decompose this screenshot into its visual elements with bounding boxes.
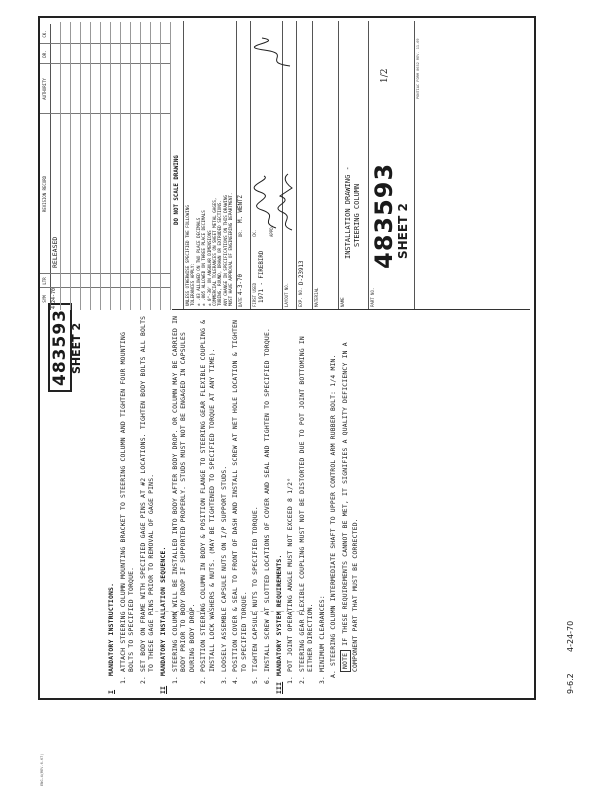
item-text: POT JOINT OPERATING ANGLE MUST NOT EXCEED 8 1/2° xyxy=(286,477,295,672)
section-3-heading xyxy=(275,314,284,694)
rev-header-record: REVISION RECORD xyxy=(40,113,51,274)
section-2-item xyxy=(171,314,197,694)
item-number: 2. xyxy=(199,675,208,684)
section-2-item xyxy=(220,314,229,694)
note-label: NOTE xyxy=(340,650,351,672)
item-text: STEERING GEAR FLEXIBLE COUPLING MUST NOT BE DISTORTED DUE TO POT JOINT BOTTOMING IN EITHER DIRECTION. xyxy=(297,336,315,672)
item-text: LOOSELY ASSEMBLE CAPSULE NUTS ON I/P SUPPORT STUDS. xyxy=(219,465,228,672)
item-text: STEERING COLUMN INTERMEDIATE SHAFT TO UPPER CONTROL ARM RUBBER BOLT: 1/4 MIN. xyxy=(329,354,338,666)
item-text: ATTACH STEERING COLUMN MOUNTING BRACKET TO STEERING COLUMN AND TIGHTEN FOUR MOUNTING BOLTS TO SPECIFIED TORQUE. xyxy=(118,332,136,672)
item-number: 5. xyxy=(251,675,260,684)
rev-row-line xyxy=(80,22,81,310)
tb-divider xyxy=(338,21,339,309)
rev-row-line xyxy=(130,22,131,310)
rev-row-line xyxy=(170,22,171,310)
exp-value: D-23913 xyxy=(299,260,305,285)
layout-label: LAYOUT NO. xyxy=(284,282,289,307)
signature-appd xyxy=(272,172,302,232)
first-used-value: 1971 - FIREBIRD xyxy=(259,250,265,303)
item-number: 3. xyxy=(317,675,326,684)
section-2-heading xyxy=(159,314,168,694)
printed-form-code: PONTIAC FORM 8652 REV. 11-69 xyxy=(416,38,420,99)
tolerance-line: ± .005 ALLOWED ON THREE PLACE DECIMALS xyxy=(201,210,207,306)
tolerance-line: ± 0°-30' ON ANGULAR DIMENSIONS xyxy=(206,230,212,306)
section-1-heading xyxy=(107,314,116,694)
tb-divider xyxy=(312,21,313,309)
section-2-numeral: II xyxy=(158,685,167,694)
tolerance-notes xyxy=(185,193,234,306)
tb-divider xyxy=(183,21,184,309)
item-number: 1. xyxy=(170,675,179,684)
material-label: MATERIAL xyxy=(314,287,319,307)
rev-row-line xyxy=(100,22,101,310)
margin-date: 4-24-70 xyxy=(566,620,575,652)
ck-label: CK. xyxy=(252,229,257,237)
section-1-title: MANDATORY INSTRUCTIONS. xyxy=(107,582,115,676)
rev-row-line xyxy=(110,22,111,310)
do-not-scale: DO NOT SCALE DRAWING xyxy=(174,155,180,225)
item-number: 2. xyxy=(138,675,147,684)
name-line-2: STEERING COLUMN xyxy=(353,183,361,247)
tolerance-line: COMMERCIAL TOLERANCES ON SHEET METAL GAGES, xyxy=(212,197,218,306)
rev-header-sym: SYM xyxy=(40,287,51,310)
tolerance-line: UNLESS OTHERWISE SPECIFIED THE FOLLOWING xyxy=(185,205,190,306)
section-2-item xyxy=(231,314,248,694)
form-code: ENG-4(REV.6-67) xyxy=(40,753,44,786)
part-no-label: PART NO. xyxy=(370,287,375,307)
dr-value: M. WENTZ xyxy=(238,195,244,223)
section-3-item xyxy=(318,314,327,694)
tolerance-line: TOLERANCES APPLY: xyxy=(190,263,196,306)
rev-row-line xyxy=(160,22,161,310)
rev-row-line xyxy=(120,22,121,310)
date-value: 4-3-70 xyxy=(238,274,244,295)
margin-code: 9-6.2 xyxy=(566,673,575,694)
first-used-label: FIRST USED xyxy=(252,282,257,307)
item-number: 1. xyxy=(286,675,295,684)
rev-header-dr: DR. xyxy=(40,43,51,64)
rev-date: 4-24-70 xyxy=(51,287,57,309)
dr-label: DR. xyxy=(238,229,243,237)
note-paragraph xyxy=(340,314,359,694)
section-3-item xyxy=(298,314,315,694)
section-2-item xyxy=(251,314,260,694)
tolerance-line: ± .03 ALLOWED ON TWO PLACE DECIMALS xyxy=(195,217,201,306)
item-text: INSTALL SCREW AT SLOTTED LOCATIONS OF COVER AND SEAL AND TIGHTEN TO SPECIFIED TORQUE. xyxy=(262,327,271,672)
part-number-stamp: 483593 xyxy=(48,303,72,392)
part-number: 483593 xyxy=(370,162,398,269)
sheet-number: SHEET 2 xyxy=(396,203,410,259)
rev-row-line xyxy=(90,22,91,310)
tb-divider xyxy=(236,21,237,309)
section-3-title: MANDATORY SYSTEM REQUIREMENTS. xyxy=(274,554,283,676)
instructions-block xyxy=(104,314,530,694)
name-line-1: INSTALLATION DRAWING - xyxy=(344,166,352,259)
title-block xyxy=(172,21,530,310)
item-number: 6. xyxy=(262,675,271,684)
rev-header-authority: AUTHORITY xyxy=(40,63,51,114)
item-text: SET BODY ON FRAME WITH SPECIFIED GAGE PINS AT #2 LOCATIONS. TIGHTEN BODY BOLTS ALL BOLTS TO THESE GAGE PINS PRIOR TO REMOVAL OF GAGE PINS. xyxy=(138,315,156,672)
rev-row-line xyxy=(60,22,61,310)
tolerance-line: ANY CHANGE IN SPECIFICATIONS ON THIS DRAWING xyxy=(222,195,228,306)
section-1-numeral: I xyxy=(107,689,115,694)
rev-row-line xyxy=(70,22,71,310)
section-1-item xyxy=(119,314,136,694)
item-text: POSITION STEERING COLUMN IN BODY & POSITION FLANGE TO STEERING GEAR FLEXIBLE COUPLING & INSTALL LOCK WASHERS & NUTS. (MAY BE TIGHTENED TO SPECIFIED TORQUE AT ANY TIME). xyxy=(199,319,216,672)
tolerance-line: MUST HAVE APPROVAL OF ENGINEERING DEPARTMENT. xyxy=(228,192,234,306)
scale-fraction: 1/2 xyxy=(380,68,390,83)
rev-header-ck: CK. xyxy=(40,24,51,44)
fold-mark xyxy=(150,611,210,612)
tolerance-line: TUBING, ROUND, DRAWN OR EXTRUDED SECTIONS. xyxy=(217,200,223,306)
name-label: NAME xyxy=(340,297,345,307)
section-1-item xyxy=(139,314,156,694)
exp-label: EXP. NO. xyxy=(298,287,303,307)
item-number: 2. xyxy=(297,675,306,684)
section-2-title: MANDATORY INSTALLATION SEQUENCE. xyxy=(158,546,167,676)
section-2-item xyxy=(263,314,272,694)
revision-table xyxy=(40,22,170,310)
fold-mark xyxy=(250,611,310,612)
rev-row-line xyxy=(140,22,141,310)
item-text: POSITION COVER & SEAL TO FRONT OF DASH AND INSTALL SCREW AT NET HOLE LOCATION & TIGHTEN TO SPECIFIED TORQUE. xyxy=(231,319,248,672)
tb-divider xyxy=(368,21,369,309)
item-number: 4. xyxy=(231,675,240,684)
note-text: IF THESE REQUIREMENTS CANNOT BE MET, IT SIGNIFIES A QUALITY DEFICIENCY IN A COMPONENT PART THAT MUST BE CORRECTED. xyxy=(341,342,359,672)
rev-header-ltr: LTR xyxy=(40,273,51,288)
item-text: TIGHTEN CAPSULE NUTS TO SPECIFIED TORQUE. xyxy=(251,506,260,672)
rev-row-line xyxy=(150,22,151,310)
date-label: DATE xyxy=(238,297,243,307)
section-3-numeral: III xyxy=(274,681,283,694)
section-3-subitem xyxy=(329,314,338,694)
section-3-item xyxy=(286,314,295,694)
item-text: MINIMUM CLEARANCES: xyxy=(317,595,326,672)
section-2-item xyxy=(199,314,216,694)
item-number: 3. xyxy=(219,675,228,684)
item-letter: A. xyxy=(329,669,338,678)
sheet-stamp: SHEET 2 xyxy=(70,322,83,374)
item-text: STEERING COLUMN WILL BE INSTALLED INTO BODY AFTER BODY DROP. OR COLUMN MAY BE CARRIED IN BODY PRIOR TO BODY DROP IF SUPPORTED PROPERLY. STUDS MUST NOT BE ENGAGED IN CAPSULES DURING BODY DROP. xyxy=(170,315,196,672)
rev-record: RELEASED xyxy=(51,236,59,268)
signature-initials xyxy=(250,32,300,72)
appd-label: APPD. xyxy=(269,224,274,237)
tb-divider xyxy=(414,21,415,309)
item-number: 1. xyxy=(118,675,127,684)
